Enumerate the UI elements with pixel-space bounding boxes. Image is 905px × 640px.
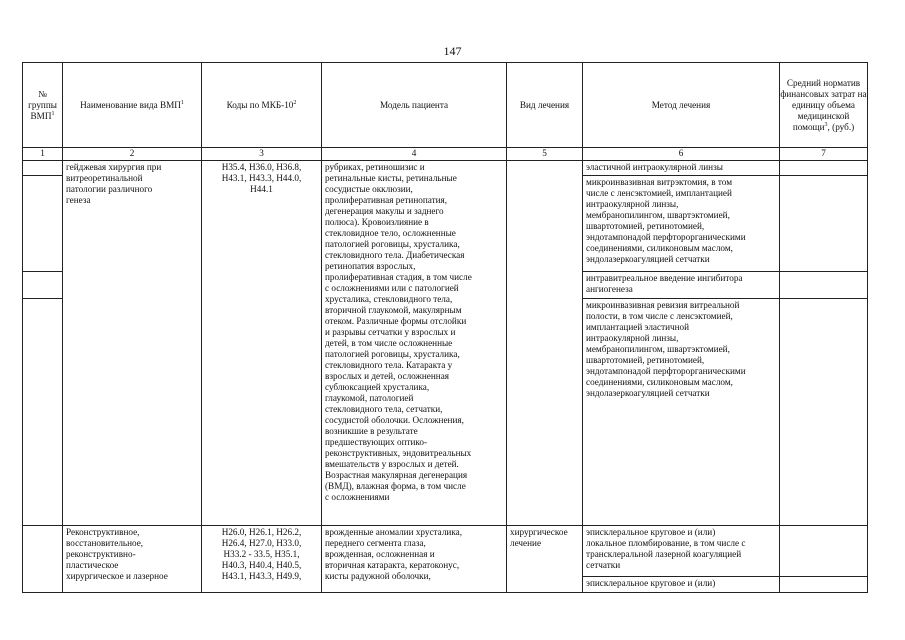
group-number-cell: [23, 526, 63, 593]
table-row: [23, 161, 868, 526]
method-item: эластичной интраокулярной линзы: [583, 161, 779, 176]
header-row: [23, 63, 868, 148]
method-item: эписклеральное круговое и (или) локальное пломбирование, в том числе с трансклеральной лазерной коагуляцией сетчатки: [583, 526, 779, 577]
page-number: 147: [443, 44, 462, 58]
index-cell: 5: [507, 148, 583, 161]
cost-cell: [780, 161, 868, 526]
vmp-table: [22, 62, 868, 593]
index-cell: 7: [780, 148, 868, 161]
index-cell: 6: [583, 148, 780, 161]
method-item: интравитреальное введение ингибитора ангиогенеза: [583, 272, 779, 299]
group-number-cell: [23, 161, 63, 526]
treatment-type-cell: хирургическое лечение: [507, 526, 583, 593]
treatment-method-cell: [583, 161, 780, 526]
column-index-row: [23, 148, 868, 161]
vmp-name-cell: гейджевая хирургия при витреоретинальной патологии различного генеза: [63, 161, 202, 526]
index-cell: 2: [63, 148, 202, 161]
header-vmp-name: Наименование вида ВМП$^1$: [63, 63, 202, 148]
method-item: эписклеральное круговое и (или): [586, 578, 716, 588]
header-treatment-type: Вид лечения: [507, 63, 583, 148]
treatment-method-cell: [583, 526, 780, 593]
vmp-name-cell: Реконструктивное, восстановительное, реконструктивно- пластическое хирургическое и лазерное: [63, 526, 202, 593]
header-treatment-method: Метод лечения: [583, 63, 780, 148]
index-cell: 1: [23, 148, 63, 161]
index-cell: 3: [202, 148, 322, 161]
index-cell: 4: [322, 148, 507, 161]
method-item: микроинвазивная ревизия витреальной полости, в том числе с ленсэктомией, имплантацией эластичной интраокулярной линзы, мембранопилингом, швартэктомией, швартотомией, ретинотомией, эндотампонадой перфторорганическими соединениями, силиконовым маслом, эндолазеркоагуляцией сетчатки: [586, 300, 746, 398]
cost-cell: [780, 526, 868, 593]
header-patient-model: Модель пациента: [322, 63, 507, 148]
patient-model-cell: рубриках, ретиношизис и ретинальные кисты, ретинальные сосудистые окклюзии, пролиферативная ретинопатия, дегенерация макулы и заднего полюса). Кровоизлияние в стекловидное тело, осложненные патологией роговицы, хрусталика, стекловидного тела. Диабетическая ретинопатия взрослых, пролиферативная стадия, в том числе с осложнениями или с патологией хрусталика, стекловидного тела, вторичной глаукомой, макулярным отеком. Различные формы отслойки и разрывы сетчатки у взрослых и детей, в том числе осложненные патологией роговицы, хрусталика, стекловидного тела. Катаракта у взрослых и детей, осложненная сублюксацией хрусталика, глаукомой, патологией стекловидного тела, сетчатки, сосудистой оболочки. Осложнения, возникшие в результате предшествующих оптико- реконструктивных, эндовитреальных вмешательств у взрослых и детей. Возрастная макулярная дегенерация (ВМД), влажная форма, в том числе с осложнениями: [322, 161, 507, 526]
patient-model-cell: врожденные аномалии хрусталика, переднего сегмента глаза, врожденная, осложненная и вторичная катаракта, кератоконус, кисты радужной оболочки,: [322, 526, 507, 593]
header-mkb-codes: Коды по МКБ-$10^2$: [202, 63, 322, 148]
mkb-codes-cell: Н35.4, Н36.0, Н36.8, Н43.1, Н43.3, Н44.0, Н44.1: [202, 161, 322, 526]
method-item: микроинвазивная витрэктомия, в том числе с ленсэктомией, имплантацией интраокулярной линзы, мембранопилингом, швартэктомией, швартотомией, ретинотомией, эндотампонадой перфторорганическими соединениями, силиконовым маслом, эндолазеркоагуляцией сетчатки: [583, 176, 779, 272]
treatment-type-cell: [507, 161, 583, 526]
header-cost-norm: Средний норматив финансовых затрат на единицу объема медицинской помощи$^3$, (руб.): [780, 63, 868, 148]
table-row: [23, 526, 868, 593]
mkb-codes-cell: Н26.0, Н26.1, Н26.2, Н26.4, Н27.0, Н33.0, Н33.2 - 33.5, Н35.1, Н40.3, Н40.4, Н40.5, Н43.1, Н43.3, Н49.9,: [202, 526, 322, 593]
header-group-number: № группы ВМП$^1$: [23, 63, 63, 148]
